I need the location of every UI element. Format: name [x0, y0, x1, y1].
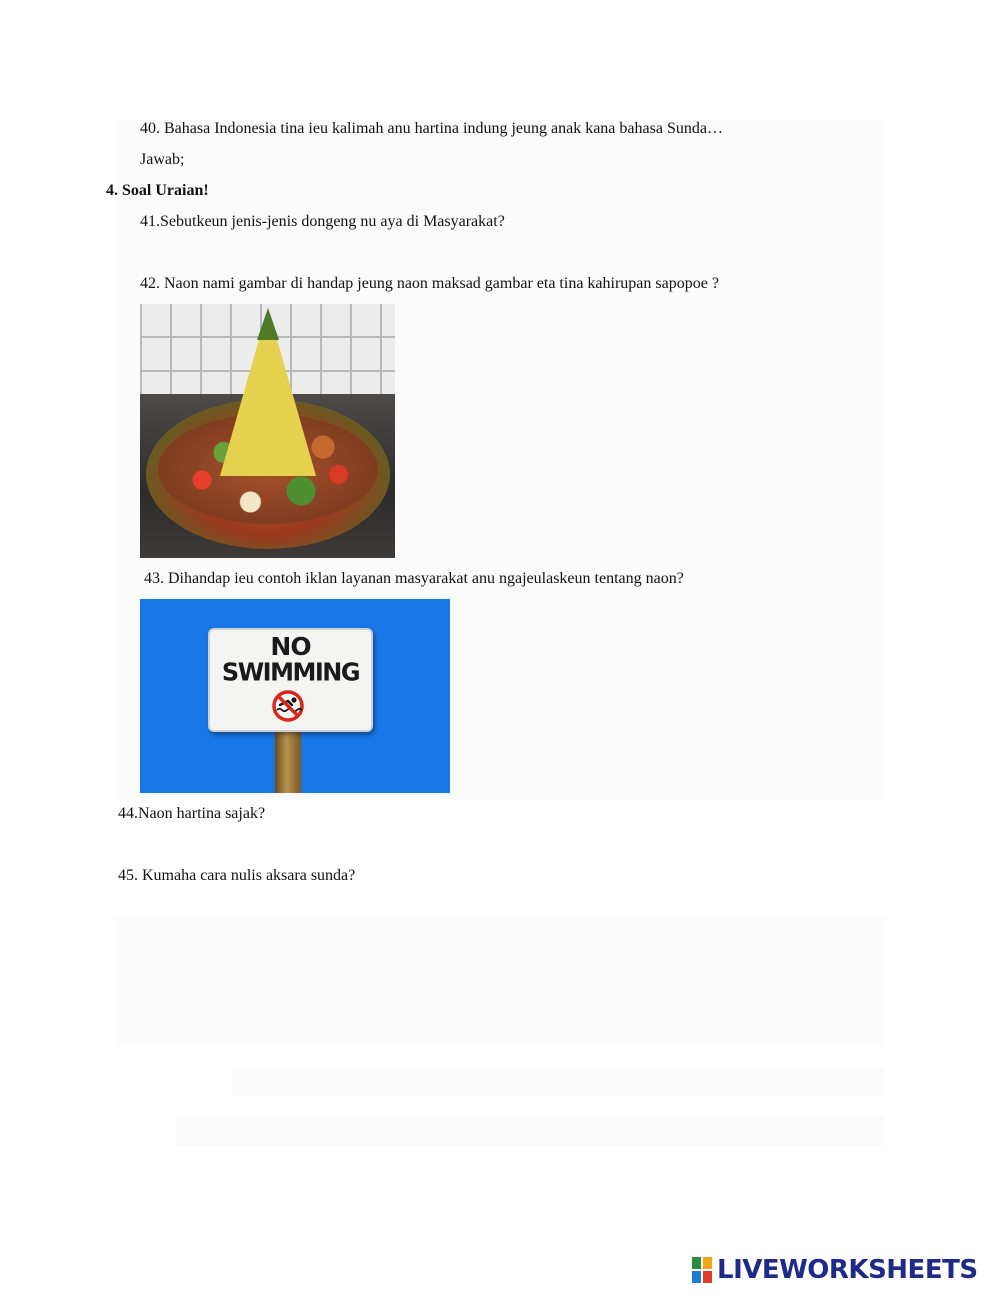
tumpeng-image	[140, 304, 395, 558]
question-44: 44.Naon hartina sajak?	[118, 805, 266, 822]
answer-label: Jawab;	[140, 151, 185, 168]
liveworksheets-logo	[692, 1256, 978, 1284]
answer-area-bottom-1	[232, 1068, 884, 1096]
no-swimming-icon	[268, 689, 308, 723]
answer-area-44-45	[116, 918, 884, 1046]
question-41: 41.Sebutkeun jenis-jenis dongeng nu aya di Masyarakat?	[140, 213, 505, 230]
sign-line-2: SWIMMING	[221, 657, 360, 687]
question-43: 43. Dihandap ieu contoh iklan layanan masyarakat anu ngajeulaskeun tentang naon?	[140, 570, 684, 587]
section-title: 4. Soal Uraian!	[106, 182, 209, 199]
no-swimming-image	[140, 599, 450, 793]
question-40: 40. Bahasa Indonesia tina ieu kalimah anu hartina indung jeung anak kana bahasa Sunda…	[140, 120, 723, 137]
question-42: 42. Naon nami gambar di handap jeung naon maksad gambar eta tina kahirupan sapopoe ?	[140, 275, 719, 292]
banana-leaf-tip	[257, 308, 279, 340]
answer-area-bottom-2	[176, 1117, 884, 1145]
sign-line-1: NO	[270, 632, 311, 661]
no-swimming-sign	[208, 628, 373, 732]
question-45: 45. Kumaha cara nulis aksara sunda?	[118, 867, 356, 884]
brand-name: LIVEWORKSHEETS	[717, 1255, 978, 1285]
live-logo-icon	[692, 1257, 712, 1283]
